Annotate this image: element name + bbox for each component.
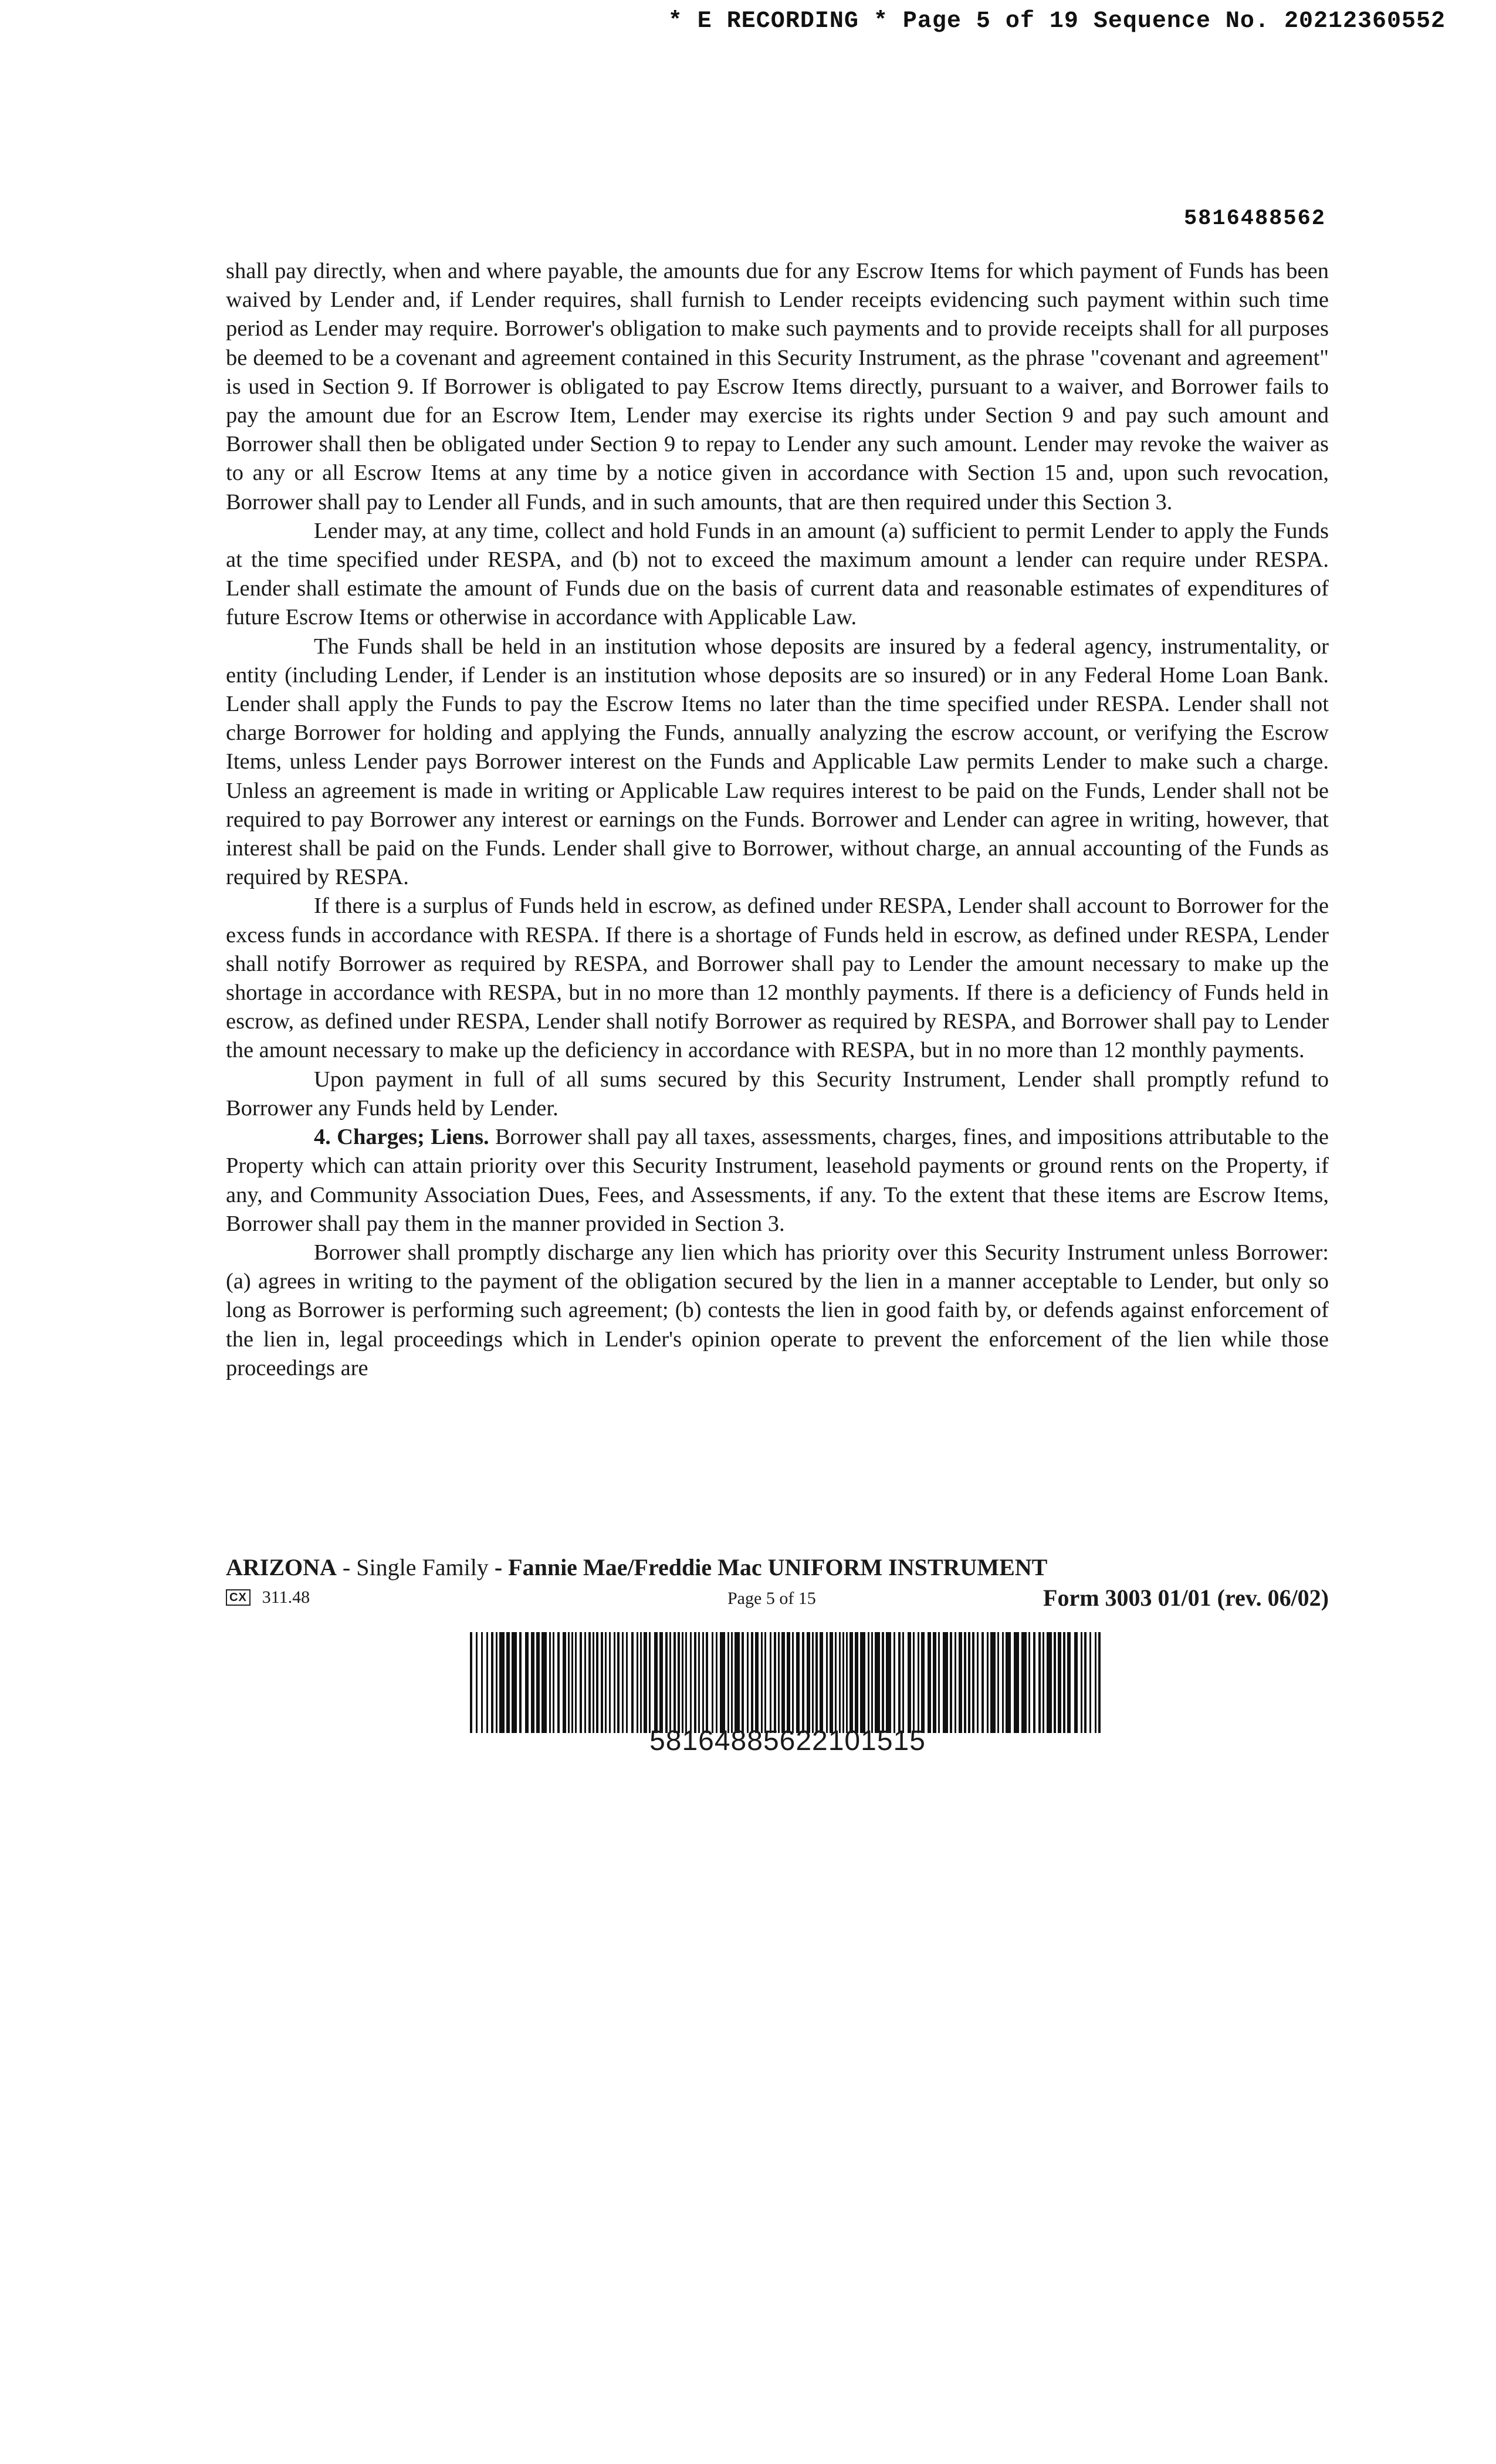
cx-logo-icon: CX	[226, 1589, 251, 1606]
page-of: Page 5 of 15	[727, 1589, 816, 1608]
footer-family-type: Single Family	[356, 1554, 489, 1580]
paragraph-collect-funds: Lender may, at any time, collect and hold Funds in an amount (a) sufficient to permit Lender to apply the Funds at the time specified under RESPA, and (b) not to exceed the maximum amount a lender can require under RESPA. Lender shall estimate the amount of Funds due on the basis of current data and reasonable estimates of expenditures of future Escrow Items or otherwise in accordance with Applicable Law.	[226, 518, 1329, 630]
form-number: Form 3003 01/01 (rev. 06/02)	[1043, 1585, 1329, 1611]
paragraph-funds-held: The Funds shall be held in an institution whose deposits are insured by a federal agency, instrumentality, or entity (including Lender, if Lender is an institution whose deposits are so insured) or in any Federal Home Loan Bank. Lender shall apply the Funds to pay the Escrow Items no later than the time specified under RESPA. Lender shall not charge Borrower for holding and applying the Funds, annually analyzing the escrow account, or verifying the Escrow Items, unless Lender pays Borrower interest on the Funds and Applicable Law permits Lender to make such a charge. Unless an agreement is made in writing or Applicable Law requires interest to be paid on the Funds, Lender shall not be required to pay Borrower any interest or earnings on the Funds. Borrower and Lender can agree in writing, however, that interest shall be paid on the Funds. Lender shall give to Borrower, without charge, an annual accounting of the Funds as required by RESPA.	[226, 634, 1329, 890]
footer-title: ARIZONA - Single Family - Fannie Mae/Freddie Mac UNIFORM INSTRUMENT	[226, 1554, 1048, 1580]
recording-header: * E RECORDING * Page 5 of 19 Sequence No. 20212360552	[668, 8, 1446, 35]
footer-instrument: Fannie Mae/Freddie Mac UNIFORM INSTRUMENT	[508, 1554, 1048, 1580]
form-code-number: 311.48	[262, 1588, 310, 1607]
section-4-text: Borrower shall pay all taxes, assessments, charges, fines, and impositions attributable to the Property which can attain priority over this Security Instrument, leasehold payments or ground rents on the Property, if any, and Community Association Dues, Fees, and Assessments, if any. To the extent that these items are Escrow Items, Borrower shall pay them in the manner provided in Section 3.	[226, 1125, 1329, 1236]
barcode-digits: 58164885622101515	[649, 1725, 926, 1756]
loan-number: 5816488562	[1183, 207, 1326, 231]
paragraph-surplus: If there is a surplus of Funds held in escrow, as defined under RESPA, Lender shall account to Borrower for the excess funds in accordance with RESPA. If there is a shortage of Funds held in escrow, as defined under RESPA, Lender shall notify Borrower as required by RESPA, and Borrower shall pay to Lender the amount necessary to make up the shortage in accordance with RESPA, but in no more than 12 monthly payments. If there is a deficiency of Funds held in escrow, as defined under RESPA, Lender shall notify Borrower as required by RESPA, and Borrower shall pay to Lender the amount necessary to make up the deficiency in accordance with RESPA, but in no more than 12 monthly payments.	[226, 893, 1329, 1063]
paragraph-escrow-waiver: shall pay directly, when and where payable, the amounts due for any Escrow Items for which payment of Funds has been waived by Lender and, if Lender requires, shall furnish to Lender receipts evidencing such payment within such time period as Lender may require. Borrower's obligation to make such payments and to provide receipts shall for all purposes be deemed to be a covenant and agreement contained in this Security Instrument, as the phrase "covenant and agreement" is used in Section 9. If Borrower is obligated to pay Escrow Items directly, pursuant to a waiver, and Borrower fails to pay the amount due for an Escrow Item, Lender may exercise its rights under Section 9 and pay such amount and Borrower shall then be obligated under Section 9 to repay to Lender any such amount. Lender may revoke the waiver as to any or all Escrow Items at any time by a notice given in accordance with Section 15 and, upon such revocation, Borrower shall pay to Lender all Funds, and in such amounts, that are then required under this Section 3.	[226, 259, 1329, 515]
paragraph-discharge-lien: Borrower shall promptly discharge any lien which has priority over this Security Instrument unless Borrower: (a) agrees in writing to the payment of the obligation secured by the lien in a manner acceptable to Lender, but only so long as Borrower is performing such agreement; (b) contests the lien in good faith by, or defends against enforcement of the lien in, legal proceedings which in Lender's opinion operate to prevent the enforcement of the lien while those proceedings are	[226, 1240, 1329, 1380]
document-body	[226, 257, 1329, 1383]
section-4-heading: 4. Charges; Liens.	[314, 1125, 489, 1150]
footer-state: ARIZONA	[226, 1554, 337, 1580]
section-4-charges-liens	[226, 1123, 1329, 1238]
form-code	[226, 1588, 310, 1607]
footer-row	[226, 1584, 1329, 1613]
paragraph-refund: Upon payment in full of all sums secured by this Security Instrument, Lender shall promptly refund to Borrower any Funds held by Lender.	[226, 1067, 1329, 1121]
barcode-icon	[466, 1632, 1109, 1733]
